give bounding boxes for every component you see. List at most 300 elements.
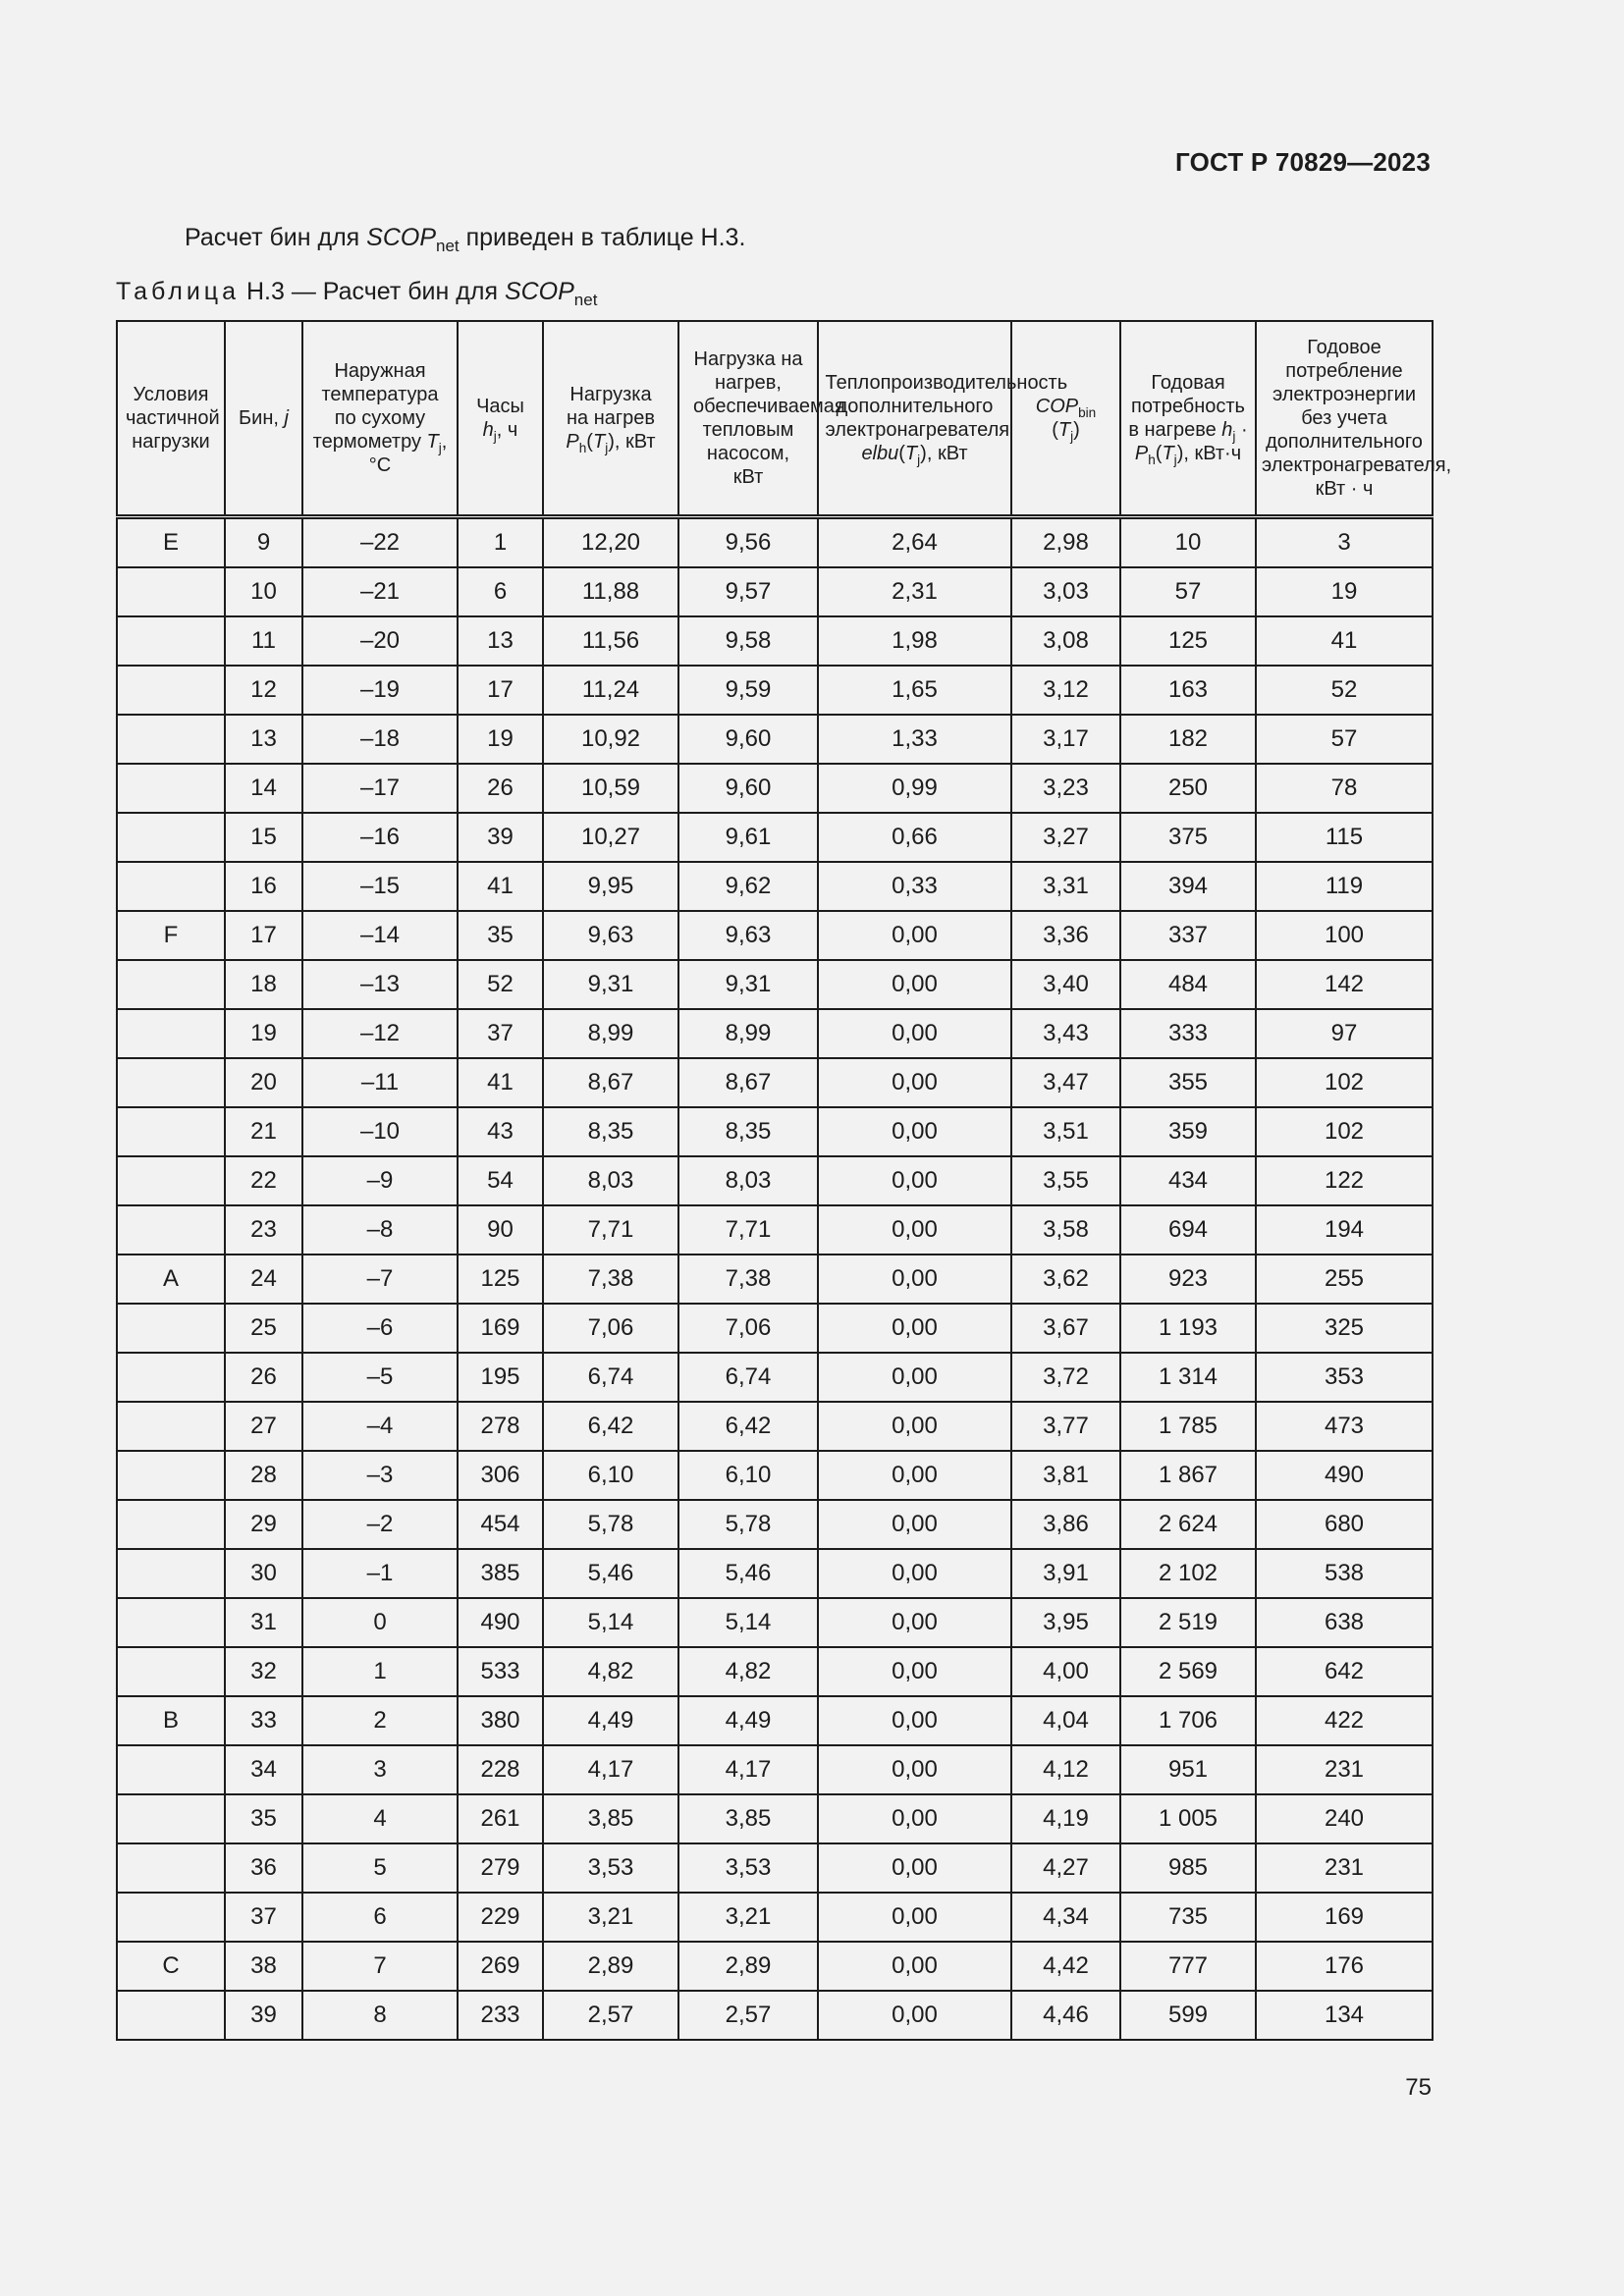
- cell-cop-bin: 3,62: [1011, 1255, 1120, 1304]
- cell-backup-capacity: 0,00: [818, 1549, 1011, 1598]
- cell-hp-load: 5,46: [678, 1549, 818, 1598]
- cell-cop-bin: 4,34: [1011, 1893, 1120, 1942]
- cell-hours: 380: [458, 1696, 543, 1745]
- cell-cop-bin: 3,17: [1011, 715, 1120, 764]
- table-row: [117, 1402, 1433, 1451]
- cell-cop-bin: 3,23: [1011, 764, 1120, 813]
- cell-heating-load: 8,99: [543, 1009, 678, 1058]
- cell-backup-capacity: 0,66: [818, 813, 1011, 862]
- cell-hours: 90: [458, 1205, 543, 1255]
- cell-temperature: –11: [302, 1058, 458, 1107]
- cell-bin: 24: [225, 1255, 302, 1304]
- cell-hp-load: 3,53: [678, 1843, 818, 1893]
- cell-hp-load: 9,57: [678, 567, 818, 616]
- cell-bin: 28: [225, 1451, 302, 1500]
- cell-temperature: 8: [302, 1991, 458, 2040]
- cell-consumption: 176: [1256, 1942, 1433, 1991]
- table-row: [117, 567, 1433, 616]
- cell-cop-bin: 3,36: [1011, 911, 1120, 960]
- table-row: [117, 715, 1433, 764]
- cell-heating-load: 9,63: [543, 911, 678, 960]
- cell-heating-load: 9,95: [543, 862, 678, 911]
- cell-hp-load: 3,21: [678, 1893, 818, 1942]
- cell-hp-load: 9,59: [678, 666, 818, 715]
- table-body: [117, 517, 1433, 2041]
- cell-hours: 35: [458, 911, 543, 960]
- cell-consumption: 3: [1256, 517, 1433, 568]
- cell-heating-demand: 484: [1120, 960, 1256, 1009]
- cell-condition: [117, 1353, 225, 1402]
- cell-heating-load: 10,59: [543, 764, 678, 813]
- cell-heating-load: 4,82: [543, 1647, 678, 1696]
- cell-condition: [117, 1304, 225, 1353]
- cell-backup-capacity: 0,00: [818, 1942, 1011, 1991]
- cell-heating-load: 5,46: [543, 1549, 678, 1598]
- cell-consumption: 97: [1256, 1009, 1433, 1058]
- cell-hp-load: 8,67: [678, 1058, 818, 1107]
- table-row: [117, 1009, 1433, 1058]
- cell-cop-bin: 2,98: [1011, 517, 1120, 568]
- cell-hours: 228: [458, 1745, 543, 1794]
- cell-heating-demand: 1 314: [1120, 1353, 1256, 1402]
- cell-backup-capacity: 0,00: [818, 1843, 1011, 1893]
- page-number: 75: [1405, 2074, 1432, 2101]
- cell-condition: [117, 1402, 225, 1451]
- cell-hours: 125: [458, 1255, 543, 1304]
- cell-consumption: 231: [1256, 1843, 1433, 1893]
- cell-bin: 16: [225, 862, 302, 911]
- header-hours: Часы $h_j$, ч: [458, 321, 543, 517]
- cell-consumption: 119: [1256, 862, 1433, 911]
- cell-cop-bin: 4,19: [1011, 1794, 1120, 1843]
- cell-heating-load: 7,71: [543, 1205, 678, 1255]
- cell-condition: [117, 1893, 225, 1942]
- table-row: [117, 1696, 1433, 1745]
- cell-condition: [117, 1991, 225, 2040]
- cell-hours: 195: [458, 1353, 543, 1402]
- cell-bin: 36: [225, 1843, 302, 1893]
- cell-condition: [117, 1794, 225, 1843]
- cell-condition: E: [117, 517, 225, 568]
- cell-hours: 52: [458, 960, 543, 1009]
- cell-consumption: 115: [1256, 813, 1433, 862]
- cell-consumption: 538: [1256, 1549, 1433, 1598]
- cell-heating-demand: 1 005: [1120, 1794, 1256, 1843]
- cell-hp-load: 4,82: [678, 1647, 818, 1696]
- cell-cop-bin: 3,86: [1011, 1500, 1120, 1549]
- table-row: [117, 1647, 1433, 1696]
- cell-backup-capacity: 0,00: [818, 1696, 1011, 1745]
- table-row: [117, 666, 1433, 715]
- cell-hours: 13: [458, 616, 543, 666]
- cell-condition: [117, 567, 225, 616]
- cell-temperature: –19: [302, 666, 458, 715]
- cell-heating-load: 11,24: [543, 666, 678, 715]
- cell-cop-bin: 3,43: [1011, 1009, 1120, 1058]
- cell-temperature: 2: [302, 1696, 458, 1745]
- cell-bin: 23: [225, 1205, 302, 1255]
- cell-consumption: 638: [1256, 1598, 1433, 1647]
- cell-backup-capacity: 0,00: [818, 1500, 1011, 1549]
- cell-backup-capacity: 0,00: [818, 1205, 1011, 1255]
- cell-backup-capacity: 0,00: [818, 1598, 1011, 1647]
- cell-temperature: –21: [302, 567, 458, 616]
- table-row: [117, 862, 1433, 911]
- header-bin: Бин, j: [225, 321, 302, 517]
- cell-hp-load: 9,60: [678, 715, 818, 764]
- cell-hp-load: 5,78: [678, 1500, 818, 1549]
- cell-hours: 269: [458, 1942, 543, 1991]
- cell-backup-capacity: 0,00: [818, 1794, 1011, 1843]
- cell-cop-bin: 3,27: [1011, 813, 1120, 862]
- cell-hours: 41: [458, 1058, 543, 1107]
- cell-temperature: 7: [302, 1942, 458, 1991]
- table-row: [117, 960, 1433, 1009]
- cell-heating-demand: 923: [1120, 1255, 1256, 1304]
- cell-consumption: 642: [1256, 1647, 1433, 1696]
- cell-temperature: –4: [302, 1402, 458, 1451]
- cell-cop-bin: 3,77: [1011, 1402, 1120, 1451]
- cell-hours: 26: [458, 764, 543, 813]
- cell-consumption: 102: [1256, 1058, 1433, 1107]
- cell-hp-load: 8,03: [678, 1156, 818, 1205]
- cell-hp-load: 4,17: [678, 1745, 818, 1794]
- header-annual-consumption: Годовое потребление электроэнергии без учета дополнительного электронагревателя, кВт · ч: [1256, 321, 1433, 517]
- cell-heating-load: 3,85: [543, 1794, 678, 1843]
- cell-condition: C: [117, 1942, 225, 1991]
- cell-heating-load: 8,03: [543, 1156, 678, 1205]
- table-row: [117, 1107, 1433, 1156]
- cell-bin: 15: [225, 813, 302, 862]
- header-heating-load: Нагрузка на нагрев $P_h(T_j)$, кВт: [543, 321, 678, 517]
- cell-heating-demand: 777: [1120, 1942, 1256, 1991]
- table-row: [117, 1500, 1433, 1549]
- cell-hours: 39: [458, 813, 543, 862]
- cell-heating-demand: 599: [1120, 1991, 1256, 2040]
- table-row: [117, 517, 1433, 568]
- cell-heating-demand: 10: [1120, 517, 1256, 568]
- cell-heating-demand: 694: [1120, 1205, 1256, 1255]
- cell-hours: 385: [458, 1549, 543, 1598]
- cell-heating-demand: 1 193: [1120, 1304, 1256, 1353]
- cell-hours: 278: [458, 1402, 543, 1451]
- cell-bin: 39: [225, 1991, 302, 2040]
- cell-cop-bin: 3,31: [1011, 862, 1120, 911]
- cell-backup-capacity: 0,00: [818, 1353, 1011, 1402]
- cell-consumption: 194: [1256, 1205, 1433, 1255]
- cell-heating-demand: 250: [1120, 764, 1256, 813]
- cell-cop-bin: 3,95: [1011, 1598, 1120, 1647]
- cell-condition: [117, 960, 225, 1009]
- table-row: [117, 1451, 1433, 1500]
- table-header-row: [117, 321, 1433, 517]
- cell-cop-bin: 4,42: [1011, 1942, 1120, 1991]
- cell-heating-demand: 2 569: [1120, 1647, 1256, 1696]
- cell-cop-bin: 3,51: [1011, 1107, 1120, 1156]
- cell-cop-bin: 4,46: [1011, 1991, 1120, 2040]
- cell-heating-demand: 985: [1120, 1843, 1256, 1893]
- cell-consumption: 422: [1256, 1696, 1433, 1745]
- cell-condition: [117, 715, 225, 764]
- cell-hours: 17: [458, 666, 543, 715]
- cell-backup-capacity: 1,65: [818, 666, 1011, 715]
- cell-heating-load: 9,31: [543, 960, 678, 1009]
- cell-consumption: 57: [1256, 715, 1433, 764]
- cell-cop-bin: 3,40: [1011, 960, 1120, 1009]
- cell-bin: 20: [225, 1058, 302, 1107]
- cell-bin: 18: [225, 960, 302, 1009]
- cell-condition: [117, 862, 225, 911]
- cell-hours: 229: [458, 1893, 543, 1942]
- cell-hp-load: 6,42: [678, 1402, 818, 1451]
- cell-bin: 10: [225, 567, 302, 616]
- cell-condition: [117, 1500, 225, 1549]
- cell-cop-bin: 3,08: [1011, 616, 1120, 666]
- cell-consumption: 19: [1256, 567, 1433, 616]
- cell-consumption: 231: [1256, 1745, 1433, 1794]
- cell-heating-demand: 163: [1120, 666, 1256, 715]
- cell-hp-load: 3,85: [678, 1794, 818, 1843]
- cell-cop-bin: 3,03: [1011, 567, 1120, 616]
- cell-heating-load: 5,14: [543, 1598, 678, 1647]
- cell-temperature: –22: [302, 517, 458, 568]
- cell-condition: [117, 1156, 225, 1205]
- cell-temperature: –3: [302, 1451, 458, 1500]
- cell-hp-load: 9,63: [678, 911, 818, 960]
- cell-bin: 12: [225, 666, 302, 715]
- cell-hp-load: 7,38: [678, 1255, 818, 1304]
- cell-consumption: 52: [1256, 666, 1433, 715]
- cell-heating-demand: 355: [1120, 1058, 1256, 1107]
- cell-heating-load: 4,17: [543, 1745, 678, 1794]
- cell-backup-capacity: 1,98: [818, 616, 1011, 666]
- cell-backup-capacity: 0,00: [818, 1255, 1011, 1304]
- cell-heating-demand: 375: [1120, 813, 1256, 862]
- cell-condition: [117, 1451, 225, 1500]
- table-row: [117, 1353, 1433, 1402]
- table-row: [117, 1893, 1433, 1942]
- cell-hp-load: 7,71: [678, 1205, 818, 1255]
- cell-bin: 19: [225, 1009, 302, 1058]
- cell-bin: 37: [225, 1893, 302, 1942]
- header-backup-heater-capacity: Теплопроизводительность дополнительного электронагревателя $elbu(T_j)$, кВт: [818, 321, 1011, 517]
- cell-heating-demand: 333: [1120, 1009, 1256, 1058]
- table-row: [117, 1794, 1433, 1843]
- cell-hp-load: 9,60: [678, 764, 818, 813]
- table-row: [117, 764, 1433, 813]
- table-row: [117, 1156, 1433, 1205]
- cell-consumption: 134: [1256, 1991, 1433, 2040]
- cell-backup-capacity: 0,00: [818, 911, 1011, 960]
- cell-backup-capacity: 1,33: [818, 715, 1011, 764]
- cell-condition: F: [117, 911, 225, 960]
- cell-heating-demand: 1 706: [1120, 1696, 1256, 1745]
- cell-condition: [117, 1058, 225, 1107]
- cell-consumption: 353: [1256, 1353, 1433, 1402]
- cell-bin: 34: [225, 1745, 302, 1794]
- cell-cop-bin: 4,27: [1011, 1843, 1120, 1893]
- cell-heating-demand: 394: [1120, 862, 1256, 911]
- cell-heating-load: 3,53: [543, 1843, 678, 1893]
- intro-paragraph: Расчет бин для $SCOP_{net}$ приведен в таблице Н.3.: [185, 224, 746, 255]
- cell-temperature: –10: [302, 1107, 458, 1156]
- cell-temperature: –7: [302, 1255, 458, 1304]
- cell-temperature: –17: [302, 764, 458, 813]
- cell-temperature: –13: [302, 960, 458, 1009]
- cell-heating-load: 6,74: [543, 1353, 678, 1402]
- cell-bin: 14: [225, 764, 302, 813]
- cell-hours: 37: [458, 1009, 543, 1058]
- cell-condition: [117, 1843, 225, 1893]
- cell-temperature: –18: [302, 715, 458, 764]
- cell-heating-load: 11,56: [543, 616, 678, 666]
- cell-heating-demand: 337: [1120, 911, 1256, 960]
- table-caption: Таблица Н.3 — Расчет бин для $SCOP_{net}$: [116, 278, 598, 309]
- cell-bin: 27: [225, 1402, 302, 1451]
- cell-heating-demand: 359: [1120, 1107, 1256, 1156]
- cell-cop-bin: 3,47: [1011, 1058, 1120, 1107]
- cell-heating-load: 3,21: [543, 1893, 678, 1942]
- cell-cop-bin: 4,04: [1011, 1696, 1120, 1745]
- cell-condition: [117, 1598, 225, 1647]
- cell-consumption: 41: [1256, 616, 1433, 666]
- cell-consumption: 78: [1256, 764, 1433, 813]
- cell-temperature: 4: [302, 1794, 458, 1843]
- table-row: [117, 1304, 1433, 1353]
- cell-heating-demand: 2 519: [1120, 1598, 1256, 1647]
- table-row: [117, 1058, 1433, 1107]
- cell-hp-load: 9,61: [678, 813, 818, 862]
- cell-temperature: –1: [302, 1549, 458, 1598]
- cell-heating-load: 12,20: [543, 517, 678, 568]
- cell-heating-load: 2,57: [543, 1991, 678, 2040]
- cell-backup-capacity: 0,00: [818, 1304, 1011, 1353]
- cell-heating-load: 8,35: [543, 1107, 678, 1156]
- cell-heating-load: 11,88: [543, 567, 678, 616]
- bin-calculation-table: [116, 320, 1452, 2041]
- cell-consumption: 100: [1256, 911, 1433, 960]
- cell-consumption: 122: [1256, 1156, 1433, 1205]
- cell-cop-bin: 3,72: [1011, 1353, 1120, 1402]
- cell-hp-load: 2,89: [678, 1942, 818, 1991]
- cell-hours: 279: [458, 1843, 543, 1893]
- header-cop-bin: $COP_{bin}$ $(T_j)$: [1011, 321, 1120, 517]
- cell-hp-load: 6,74: [678, 1353, 818, 1402]
- cell-heating-demand: 125: [1120, 616, 1256, 666]
- cell-backup-capacity: 0,00: [818, 1991, 1011, 2040]
- cell-bin: 35: [225, 1794, 302, 1843]
- cell-consumption: 255: [1256, 1255, 1433, 1304]
- header-outdoor-temperature: Наружная температура по сухому термометру $T_j$, °С: [302, 321, 458, 517]
- cell-backup-capacity: 0,00: [818, 1893, 1011, 1942]
- table-row: [117, 1255, 1433, 1304]
- table-row: [117, 911, 1433, 960]
- header-condition: Условия частичной нагрузки: [117, 321, 225, 517]
- table-row: [117, 1991, 1433, 2040]
- cell-temperature: 3: [302, 1745, 458, 1794]
- table-row: [117, 813, 1433, 862]
- cell-heating-load: 7,38: [543, 1255, 678, 1304]
- document-code: ГОСТ Р 70829—2023: [1175, 147, 1431, 177]
- cell-condition: [117, 1009, 225, 1058]
- cell-hp-load: 9,56: [678, 517, 818, 568]
- table-row: [117, 1205, 1433, 1255]
- cell-heating-load: 6,10: [543, 1451, 678, 1500]
- cell-condition: B: [117, 1696, 225, 1745]
- cell-backup-capacity: 2,31: [818, 567, 1011, 616]
- cell-bin: 25: [225, 1304, 302, 1353]
- cell-hp-load: 2,57: [678, 1991, 818, 2040]
- cell-hours: 454: [458, 1500, 543, 1549]
- cell-temperature: 6: [302, 1893, 458, 1942]
- cell-backup-capacity: 2,64: [818, 517, 1011, 568]
- cell-backup-capacity: 0,00: [818, 1745, 1011, 1794]
- cell-cop-bin: 4,00: [1011, 1647, 1120, 1696]
- cell-heating-demand: 951: [1120, 1745, 1256, 1794]
- cell-heating-load: 10,27: [543, 813, 678, 862]
- cell-hours: 41: [458, 862, 543, 911]
- cell-temperature: –6: [302, 1304, 458, 1353]
- cell-consumption: 325: [1256, 1304, 1433, 1353]
- cell-cop-bin: 3,81: [1011, 1451, 1120, 1500]
- cell-bin: 17: [225, 911, 302, 960]
- cell-bin: 26: [225, 1353, 302, 1402]
- table-row: [117, 1598, 1433, 1647]
- cell-bin: 21: [225, 1107, 302, 1156]
- cell-heating-demand: 57: [1120, 567, 1256, 616]
- cell-condition: [117, 1107, 225, 1156]
- cell-hours: 1: [458, 517, 543, 568]
- cell-heating-demand: 1 785: [1120, 1402, 1256, 1451]
- cell-bin: 38: [225, 1942, 302, 1991]
- cell-bin: 9: [225, 517, 302, 568]
- cell-consumption: 102: [1256, 1107, 1433, 1156]
- cell-backup-capacity: 0,00: [818, 1451, 1011, 1500]
- cell-temperature: –5: [302, 1353, 458, 1402]
- cell-backup-capacity: 0,33: [818, 862, 1011, 911]
- cell-heating-load: 2,89: [543, 1942, 678, 1991]
- cell-heating-demand: 2 102: [1120, 1549, 1256, 1598]
- caption-label: Таблица: [116, 278, 241, 305]
- cell-hp-load: 7,06: [678, 1304, 818, 1353]
- cell-backup-capacity: 0,00: [818, 960, 1011, 1009]
- cell-backup-capacity: 0,00: [818, 1058, 1011, 1107]
- cell-temperature: 0: [302, 1598, 458, 1647]
- cell-bin: 32: [225, 1647, 302, 1696]
- table-row: [117, 1549, 1433, 1598]
- cell-heating-load: 5,78: [543, 1500, 678, 1549]
- cell-hours: 19: [458, 715, 543, 764]
- cell-heating-demand: 2 624: [1120, 1500, 1256, 1549]
- cell-heating-load: 6,42: [543, 1402, 678, 1451]
- cell-cop-bin: 3,58: [1011, 1205, 1120, 1255]
- cell-hours: 169: [458, 1304, 543, 1353]
- table-row: [117, 1745, 1433, 1794]
- cell-temperature: –14: [302, 911, 458, 960]
- cell-consumption: 169: [1256, 1893, 1433, 1942]
- cell-heating-demand: 1 867: [1120, 1451, 1256, 1500]
- cell-bin: 22: [225, 1156, 302, 1205]
- cell-bin: 30: [225, 1549, 302, 1598]
- cell-hp-load: 8,99: [678, 1009, 818, 1058]
- cell-consumption: 490: [1256, 1451, 1433, 1500]
- cell-temperature: –12: [302, 1009, 458, 1058]
- cell-hp-load: 9,62: [678, 862, 818, 911]
- cell-condition: A: [117, 1255, 225, 1304]
- cell-temperature: –8: [302, 1205, 458, 1255]
- cell-temperature: 5: [302, 1843, 458, 1893]
- cell-hp-load: 4,49: [678, 1696, 818, 1745]
